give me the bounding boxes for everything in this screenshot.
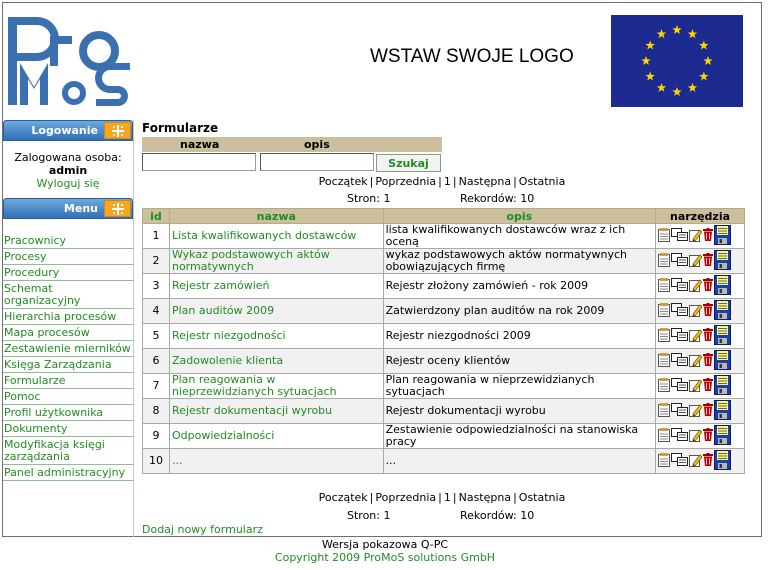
menu-item[interactable]: Schemat organizacyjny	[3, 281, 133, 309]
flag-star-icon	[699, 41, 709, 50]
row-name-link[interactable]: Rejestr dokumentacji wyrobu	[169, 399, 383, 424]
search-name-label: nazwa	[180, 138, 220, 151]
notepad-icon[interactable]	[658, 278, 670, 295]
flag-star-icon	[672, 87, 682, 96]
table-row	[143, 249, 745, 274]
toggle-icon[interactable]	[104, 200, 131, 217]
pager-top: Początek | Poprzednia | 1 | Następna | Ostatnia	[318, 175, 566, 188]
toggle-icon[interactable]	[104, 122, 131, 139]
notepad-icon[interactable]	[658, 428, 670, 445]
pager-page-link[interactable]: 1	[443, 491, 451, 504]
pager-last-link[interactable]: Ostatnia	[518, 175, 566, 188]
row-id: 9	[143, 424, 170, 449]
delete-icon[interactable]	[703, 253, 713, 269]
add-form-link[interactable]: Dodaj nowy formularz	[142, 523, 263, 536]
edit-icon[interactable]	[689, 453, 702, 470]
promos-logo	[6, 14, 134, 108]
row-name-link[interactable]: Odpowiedzialności	[169, 424, 383, 449]
delete-icon[interactable]	[703, 428, 713, 444]
copy-icon[interactable]	[671, 378, 688, 394]
copy-icon[interactable]	[671, 403, 688, 419]
pager-first-link[interactable]: Początek	[318, 491, 368, 504]
menu-item[interactable]: Mapa procesów	[3, 325, 133, 341]
edit-icon[interactable]	[689, 378, 702, 395]
row-name-link[interactable]: Lista kwalifikowanych dostawców	[169, 224, 383, 249]
login-panel-header	[3, 120, 133, 141]
row-id: 1	[143, 224, 170, 249]
copy-icon[interactable]	[671, 328, 688, 344]
row-name-link[interactable]: Rejestr zamówień	[169, 274, 383, 299]
main-content	[142, 121, 762, 536]
logged-user-name: admin	[48, 164, 88, 177]
row-description: Zestawienie odpowiedzialności na stanowiska pracy	[383, 424, 655, 449]
table-row	[143, 224, 745, 249]
row-name-link[interactable]: Wykaz podstawowych aktów normatywnych	[169, 249, 383, 274]
pager-last-link[interactable]: Ostatnia	[518, 491, 566, 504]
table-row	[143, 324, 745, 349]
search-desc-input[interactable]	[260, 153, 374, 171]
login-panel-title: Logowanie	[31, 124, 98, 137]
row-id: 8	[143, 399, 170, 424]
logo-placeholder-text: WSTAW SWOJE LOGO	[370, 46, 574, 67]
pager-page-link[interactable]: 1	[443, 175, 451, 188]
footer-version: Wersja pokazowa Q-PC	[321, 538, 449, 551]
menu-item[interactable]: Modyfikacja księgi zarządzania	[3, 437, 133, 465]
menu-item[interactable]: Formularze	[3, 373, 133, 389]
notepad-icon[interactable]	[658, 328, 670, 345]
menu-item[interactable]: Księga Zarządzania	[3, 357, 133, 373]
flag-star-icon	[699, 72, 709, 81]
menu-item[interactable]: Procesy	[3, 249, 133, 265]
notepad-icon[interactable]	[658, 228, 670, 245]
edit-icon[interactable]	[689, 428, 702, 445]
eu-flag-image	[611, 15, 743, 107]
row-description: ...	[383, 449, 655, 474]
row-tools	[656, 299, 745, 324]
delete-icon[interactable]	[703, 278, 713, 294]
delete-icon[interactable]	[703, 378, 713, 394]
flag-star-icon	[657, 29, 667, 38]
flag-star-icon	[645, 41, 655, 50]
notepad-icon[interactable]	[658, 403, 670, 420]
row-tools	[656, 324, 745, 349]
flag-star-icon	[672, 25, 682, 34]
flag-star-icon	[641, 56, 651, 65]
col-name-header[interactable]: nazwa	[169, 209, 383, 224]
row-name-link[interactable]: Rejestr niezgodności	[169, 324, 383, 349]
pager-prev-link[interactable]: Poprzednia	[375, 491, 437, 504]
notepad-icon[interactable]	[658, 353, 670, 370]
menu-item[interactable]: Dokumenty	[3, 421, 133, 437]
save-icon[interactable]	[714, 350, 731, 373]
search-form	[142, 137, 442, 173]
notepad-icon[interactable]	[658, 453, 670, 470]
notepad-icon[interactable]	[658, 253, 670, 270]
save-icon[interactable]	[714, 450, 731, 473]
edit-icon[interactable]	[689, 253, 702, 270]
row-description: Rejestr niezgodności 2009	[383, 324, 655, 349]
menu-item[interactable]: Zestawienie mierników	[3, 341, 133, 357]
row-name-link[interactable]: ...	[169, 449, 383, 474]
flag-star-icon	[688, 29, 698, 38]
table-row	[143, 299, 745, 324]
delete-icon[interactable]	[703, 453, 713, 469]
row-tools	[656, 249, 745, 274]
records-count: Rekordów: 10	[460, 192, 535, 205]
row-id: 7	[143, 374, 170, 399]
save-icon[interactable]	[714, 375, 731, 398]
menu-item[interactable]: Pomoc	[3, 389, 133, 405]
forms-table	[142, 208, 745, 474]
copy-icon[interactable]	[671, 228, 688, 244]
col-tools-header: narzędzia	[656, 209, 745, 224]
table-header-row	[143, 209, 745, 224]
delete-icon[interactable]	[703, 303, 713, 319]
row-description: Zatwierdzony plan auditów na rok 2009	[383, 299, 655, 324]
pager-next-link[interactable]: Następna	[458, 491, 512, 504]
table-row	[143, 424, 745, 449]
flag-star-icon	[703, 56, 713, 65]
table-row	[143, 274, 745, 299]
search-button[interactable]: Szukaj	[376, 154, 441, 172]
save-icon[interactable]	[714, 225, 731, 248]
edit-icon[interactable]	[689, 303, 702, 320]
menu-panel-title: Menu	[63, 202, 98, 215]
logged-user-label: Zalogowana osoba:	[14, 151, 122, 164]
flag-star-icon	[645, 72, 655, 81]
notepad-icon[interactable]	[658, 378, 670, 395]
copy-icon[interactable]	[671, 453, 688, 469]
pages-count: Stron: 1	[347, 192, 391, 205]
pager-bottom: Początek | Poprzednia | 1 | Następna | Ostatnia	[318, 491, 566, 504]
row-description: Plan reagowania w nieprzewidzianych sytuacjach	[383, 374, 655, 399]
row-tools	[656, 374, 745, 399]
save-icon[interactable]	[714, 425, 731, 448]
delete-icon[interactable]	[703, 328, 713, 344]
copy-icon[interactable]	[671, 353, 688, 369]
menu-item[interactable]: Pracownicy	[3, 233, 133, 249]
search-name-input[interactable]	[142, 153, 256, 171]
edit-icon[interactable]	[689, 328, 702, 345]
row-tools	[656, 424, 745, 449]
table-body	[143, 224, 745, 474]
copy-icon[interactable]	[671, 303, 688, 319]
edit-icon[interactable]	[689, 228, 702, 245]
edit-icon[interactable]	[689, 403, 702, 420]
row-id: 2	[143, 249, 170, 274]
row-tools	[656, 399, 745, 424]
menu-panel-header	[3, 198, 133, 219]
pager-next-link[interactable]: Następna	[458, 175, 512, 188]
search-header	[142, 137, 442, 152]
sidebar	[3, 120, 134, 537]
table-row	[143, 374, 745, 399]
search-desc-label: opis	[304, 138, 330, 151]
pager-first-link[interactable]: Początek	[318, 175, 368, 188]
copy-icon[interactable]	[671, 428, 688, 444]
row-name-link[interactable]: Zadowolenie klienta	[169, 349, 383, 374]
save-icon[interactable]	[714, 400, 731, 423]
delete-icon[interactable]	[703, 353, 713, 369]
row-id: 5	[143, 324, 170, 349]
row-description: wykaz podstawowych aktów normatywnych obowiązujących firmę	[383, 249, 655, 274]
table-row	[143, 349, 745, 374]
flag-star-icon	[657, 83, 667, 92]
save-icon[interactable]	[714, 325, 731, 348]
table-row	[143, 399, 745, 424]
row-tools	[656, 349, 745, 374]
notepad-icon[interactable]	[658, 303, 670, 320]
search-row	[142, 153, 442, 173]
footer-copyright: Copyright 2009 ProMoS solutions GmbH	[274, 551, 496, 564]
row-tools	[656, 449, 745, 474]
pager-prev-link[interactable]: Poprzednia	[375, 175, 437, 188]
row-name-link[interactable]: Plan reagowania w nieprzewidzianych sytuacjach	[169, 374, 383, 399]
row-name-link[interactable]: Plan auditów 2009	[169, 299, 383, 324]
records-count: Rekordów: 10	[460, 509, 535, 522]
row-description: Rejestr złożony zamówień - rok 2009	[383, 274, 655, 299]
delete-icon[interactable]	[703, 403, 713, 419]
page-title: Formularze	[142, 121, 219, 135]
edit-icon[interactable]	[689, 353, 702, 370]
login-box	[3, 141, 133, 198]
table-row	[143, 449, 745, 474]
copy-icon[interactable]	[671, 278, 688, 294]
sidebar-menu	[3, 227, 133, 481]
row-description: Rejestr dokumentacji wyrobu	[383, 399, 655, 424]
save-icon[interactable]	[714, 250, 731, 273]
row-id: 10	[143, 449, 170, 474]
flag-star-icon	[688, 83, 698, 92]
menu-item[interactable]: Panel administracyjny	[3, 465, 133, 481]
copy-icon[interactable]	[671, 253, 688, 269]
row-description: Rejestr oceny klientów	[383, 349, 655, 374]
row-description: lista kwalifikowanych dostawców wraz z ich oceną	[383, 224, 655, 249]
row-id: 6	[143, 349, 170, 374]
delete-icon[interactable]	[703, 228, 713, 244]
save-icon[interactable]	[714, 275, 731, 298]
save-icon[interactable]	[714, 300, 731, 323]
col-desc-header[interactable]: opis	[383, 209, 655, 224]
menu-item[interactable]: Profil użytkownika	[3, 405, 133, 421]
menu-item[interactable]: Procedury	[3, 265, 133, 281]
row-tools	[656, 224, 745, 249]
col-id-header[interactable]: id	[143, 209, 170, 224]
pages-count: Stron: 1	[347, 509, 391, 522]
menu-item[interactable]: Hierarchia procesów	[3, 309, 133, 325]
logout-link[interactable]: Wyloguj się	[36, 177, 100, 190]
edit-icon[interactable]	[689, 278, 702, 295]
row-id: 3	[143, 274, 170, 299]
row-tools	[656, 274, 745, 299]
row-id: 4	[143, 299, 170, 324]
